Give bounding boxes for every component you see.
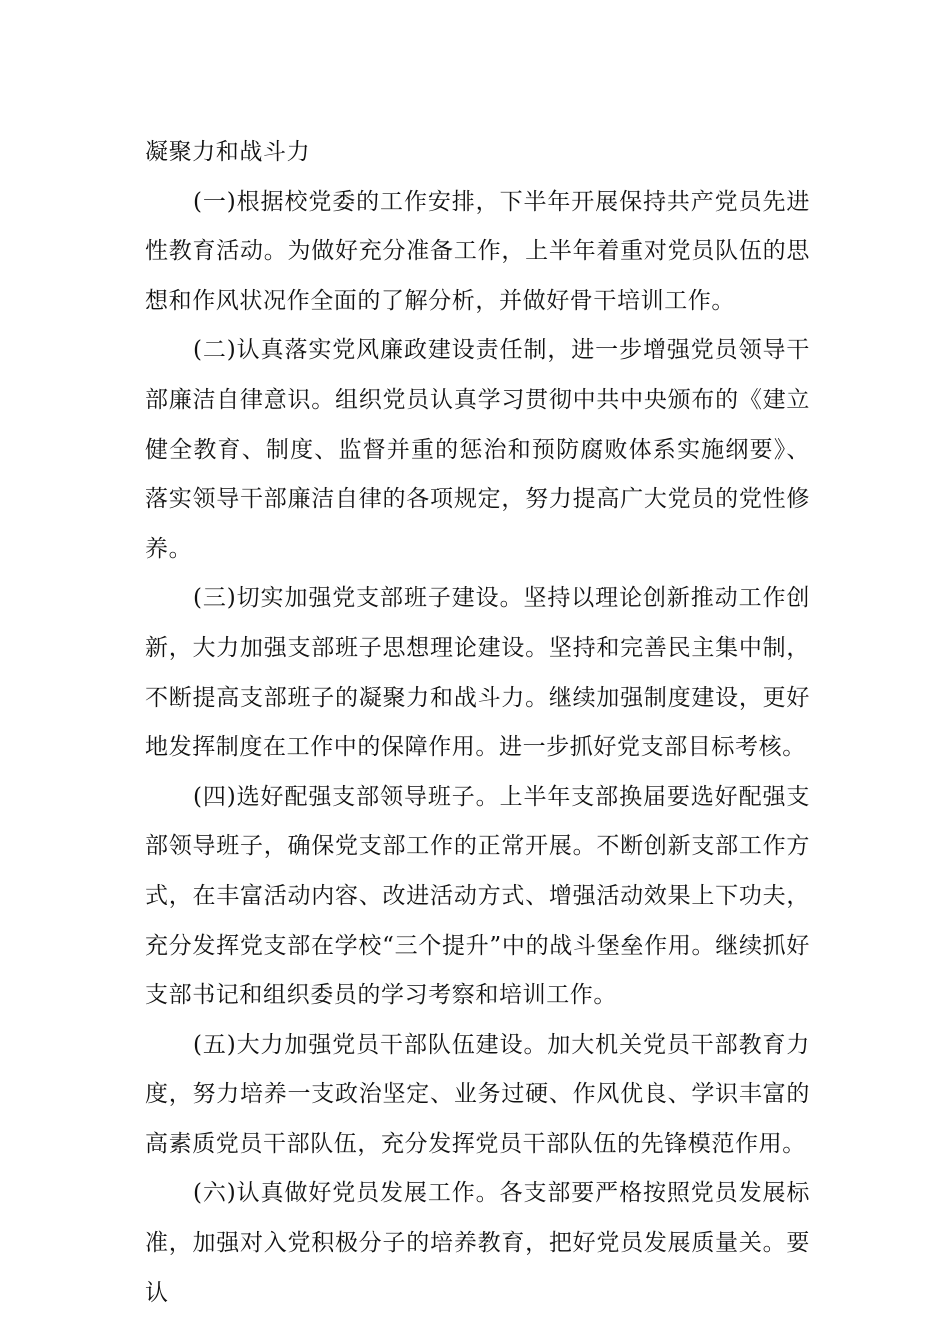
paragraph-item-5: (五)大力加强党员干部队伍建设。加大机关党员干部教育力度，努力培养一支政治坚定、业务过硬、作风优良、学识丰富的高素质党员干部队伍，充分发挥党员干部队伍的先锋模范作用。 [145,1031,810,1157]
paragraph-item-3: (三)切实加强党支部班子建设。坚持以理论创新推动工作创新，大力加强支部班子思想理论建设。坚持和完善民主集中制，不断提高支部班子的凝聚力和战斗力。继续加强制度建设，更好地发挥制度在工作中的保障作用。进一步抓好党支部目标考核。 [145,585,810,761]
paragraph-item-1: (一)根据校党委的工作安排，下半年开展保持共产党员先进性教育活动。为做好充分准备工作，上半年着重对党员队伍的思想和作风状况作全面的了解分析，并做好骨干培训工作。 [145,188,810,314]
document-body [145,128,810,1318]
paragraph-item-4: (四)选好配强支部领导班子。上半年支部换届要选好配强支部领导班子，确保党支部工作的正常开展。不断创新支部工作方式，在丰富活动内容、改进活动方式、增强活动效果上下功夫，充分发挥党支部在学校“三个提升”中的战斗堡垒作用。继续抓好支部书记和组织委员的学习考察和培训工作。 [145,783,810,1009]
paragraph-continuation: 凝聚力和战斗力 [145,139,311,165]
paragraph-item-6: (六)认真做好党员发展工作。各支部要严格按照党员发展标准，加强对入党积极分子的培养教育，把好党员发展质量关。要认 [145,1180,810,1306]
paragraph-item-2: (二)认真落实党风廉政建设责任制，进一步增强党员领导干部廉洁自律意识。组织党员认真学习贯彻中共中央颁布的《建立健全教育、制度、监督并重的惩治和预防腐败体系实施纲要》、落实领导干部廉洁自律的各项规定，努力提高广大党员的党性修养。 [145,337,810,562]
